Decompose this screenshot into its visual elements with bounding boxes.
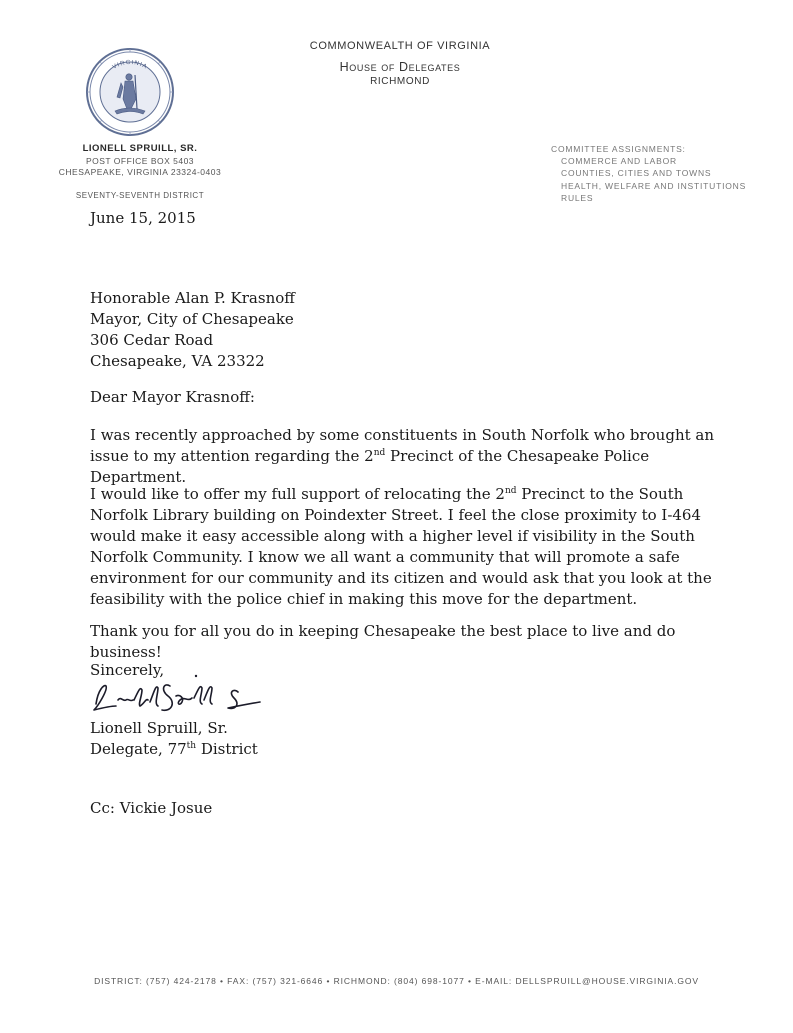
committee-item: RULES <box>561 192 594 203</box>
recipient-title: Mayor, City of Chesapeake <box>90 310 294 328</box>
handwritten-signature <box>88 672 278 722</box>
paragraph-1-text-end: Precinct of the Chesapeake Police Department. <box>90 447 650 486</box>
closing: Sincerely, <box>90 661 165 679</box>
svg-text:VIRGINIA: VIRGINIA <box>111 59 149 71</box>
delegate-name: LIONELL SPRUILL, SR. <box>82 143 198 154</box>
delegate-po-box: POST OFFICE BOX 5403 <box>85 156 195 166</box>
delegate-district: SEVENTY-SEVENTH DISTRICT <box>75 191 205 200</box>
paragraph-2-text: I would like to offer my full support of relocating the 2 <box>90 485 505 503</box>
recipient-address <box>90 288 295 372</box>
recipient-street: 306 Cedar Road <box>90 331 214 349</box>
virginia-seal-icon <box>85 47 175 137</box>
committee-item: COMMERCE AND LABOR <box>561 156 677 167</box>
ordinal-suffix: nd <box>373 448 386 458</box>
letter-date: June 15, 2015 <box>90 209 196 227</box>
paragraph-1 <box>90 425 730 488</box>
paragraph-2-text-end: Precinct to the South Norfolk Library building on Poindexter Street. I feel the close proximity to I-464 would make it easy accessible along with a higher level if visibility in the South Norfolk Community. I know we all want a community that will promote a safe environment for our community and its citizen and would ask that you look at the feasibility with the police chief in making this move for the department. <box>90 485 712 608</box>
signer-title: Delegate, 77th District <box>90 740 258 758</box>
paragraph-3: Thank you for all you do in keeping Chesapeake the best place to live and do business! <box>90 622 676 661</box>
committee-item: HEALTH, WELFARE AND INSTITUTIONS <box>561 180 747 191</box>
committee-item: COUNTIES, CITIES AND TOWNS <box>561 168 712 179</box>
letterhead-footer: DISTRICT: (757) 424-2178 • FAX: (757) 321-6646 • RICHMOND: (804) 698-1077 • E-MAIL: DELLSPRUILL@HOUSE.VIRGINIA.GOV <box>94 976 699 986</box>
recipient-city: Chesapeake, VA 23322 <box>90 352 265 370</box>
paragraph-1-text: I was recently approached by some constituents in South Norfolk who brought an issue to my attention regarding the 2 <box>90 426 715 465</box>
paragraph-2 <box>90 484 730 610</box>
salutation: Dear Mayor Krasnoff: <box>90 388 255 406</box>
signer-name: Lionell Spruill, Sr. <box>90 719 228 737</box>
signer-block <box>90 718 258 760</box>
committee-assignments <box>551 143 746 204</box>
letterhead-commonwealth: COMMONWEALTH OF VIRGINIA <box>309 40 491 52</box>
ordinal-suffix: th <box>186 741 197 751</box>
letterhead-city: RICHMOND <box>370 76 430 87</box>
ordinal-suffix: nd <box>504 486 517 496</box>
delegate-city-zip: CHESAPEAKE, VIRGINIA 23324-0403 <box>58 167 222 177</box>
recipient-name: Honorable Alan P. Krasnoff <box>90 289 295 307</box>
committee-title: COMMITTEE ASSIGNMENTS: <box>551 144 686 154</box>
letterhead-house-of-delegates: House of Delegates <box>339 60 461 74</box>
carbon-copy: Cc: Vickie Josue <box>90 799 213 817</box>
